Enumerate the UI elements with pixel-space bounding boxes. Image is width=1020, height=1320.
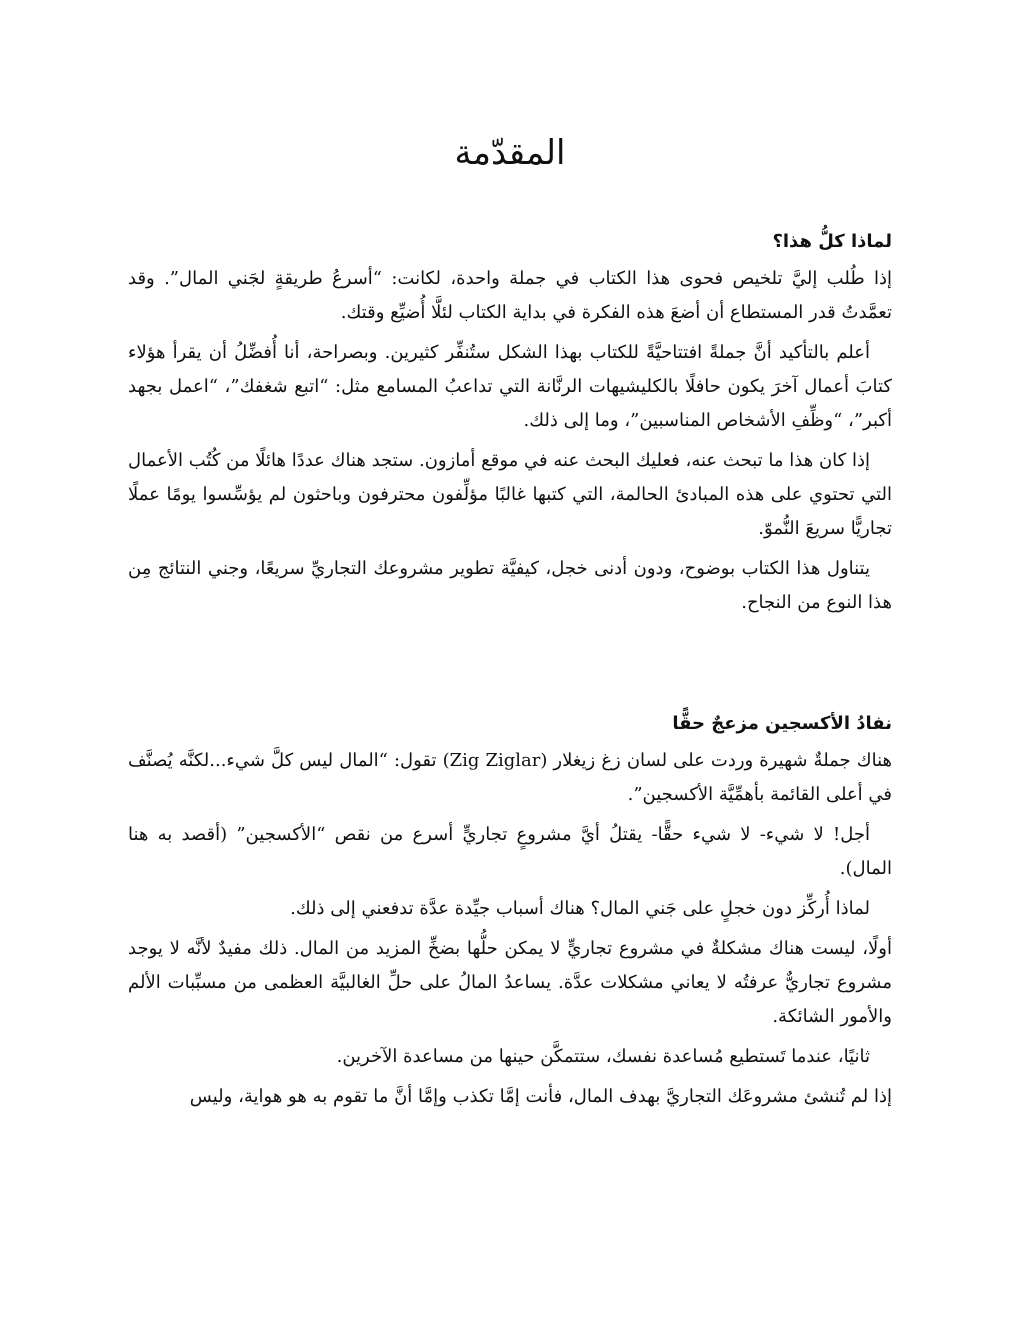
paragraph: لماذا أُركِّز دون خجلٍ على جَني المال؟ هناك أسباب جيِّدة عدَّة تدفعني إلى ذلك. [290,898,870,919]
paragraph: إذا طُلب إليَّ تلخيص فحوى هذا الكتاب في جملة واحدة، لكانت: “أسرعُ طريقةٍ لجَني المال”. وقد تعمَّدتُ قدر المستطاع أن أضعَ هذه الفكرة في بداية الكتاب لئلَّا أُضيِّع وقتك. [128,268,892,323]
paragraph: ثانيًا، عندما تَستطيع مُساعدة نفسك، ستتمكَّن حينها من مساعدة الآخرين. [336,1046,870,1067]
paragraph: يتناول هذا الكتاب بوضوح، ودون أدنى خجل، كيفيَّة تطوير مشروعك التجاريِّ سريعًا، وجني النتائج مِن هذا النوع من النجاح. [128,558,892,613]
paragraph: أجل! لا شيء- لا شيء حقًّا- يقتلُ أيَّ مشروعٍ تجاريٍّ أسرع من نقص “الأكسجين” (أقصد به هنا المال). [128,824,892,879]
paragraph: أعلم بالتأكيد أنَّ جملةً افتتاحيَّةً للكتاب بهذا الشكل ستُنفِّر كثيرين. وبصراحة، أنا أُفضِّلُ أن يقرأ هؤلاء كتابَ أعمال آخرَ يكون حافلًا بالكليشيهات الرنَّانة التي تداعبُ المسامع مثل: “اتبع شغفك”، “اعمل بجهد أكبر”، “وظِّفِ الأشخاص المناسبين”، وما إلى ذلك. [128,342,892,431]
section-why-all-this [128,228,892,626]
paragraph: إذا لم تُنشئ مشروعَك التجاريَّ بهدف المال، فأنت إمَّا تكذب وإمَّا أنَّ ما تقوم به هو هواية، وليس [189,1086,892,1107]
section-oxygen [128,710,892,1120]
paragraph: إذا كان هذا ما تبحث عنه، فعليك البحث عنه في موقع أمازون. ستجد هناك عددًا هائلًا من كُتُب الأعمال التي تحتوي على هذه المبادئ الحالمة، التي كتبها غالبًا مؤلِّفون محترفون وباحثون لم يؤسِّسوا يومًا عملًا تجاريًّا سريعَ النُّموّ. [128,450,892,539]
paragraph: أولًا، ليست هناك مشكلةٌ في مشروع تجاريٍّ لا يمكن حلُّها بضخِّ المزيد من المال. ذلك مفيدٌ لأنَّه لا يوجد مشروع تجاريٌّ عرفتُه لا يعاني مشكلات عدَّة. يساعدُ المالُ على حلِّ الغالبيَّة العظمى من مسبِّبات الألم والأمور الشائكة. [128,938,892,1027]
chapter-title: المقدّمة [454,133,566,173]
section-heading: لماذا كلُّ هذا؟ [772,231,892,252]
section-heading: نفادُ الأكسجين مزعجٌ حقًّا [672,713,892,734]
paragraph: هناك جملةٌ شهيرة وردت على لسان زغ زيغلار (Zig Ziglar) تقول: “المال ليس كلَّ شيء...لكنَّه يُصنَّف في أعلى القائمة بأهمِّيَّة الأكسجين”. [128,750,892,805]
